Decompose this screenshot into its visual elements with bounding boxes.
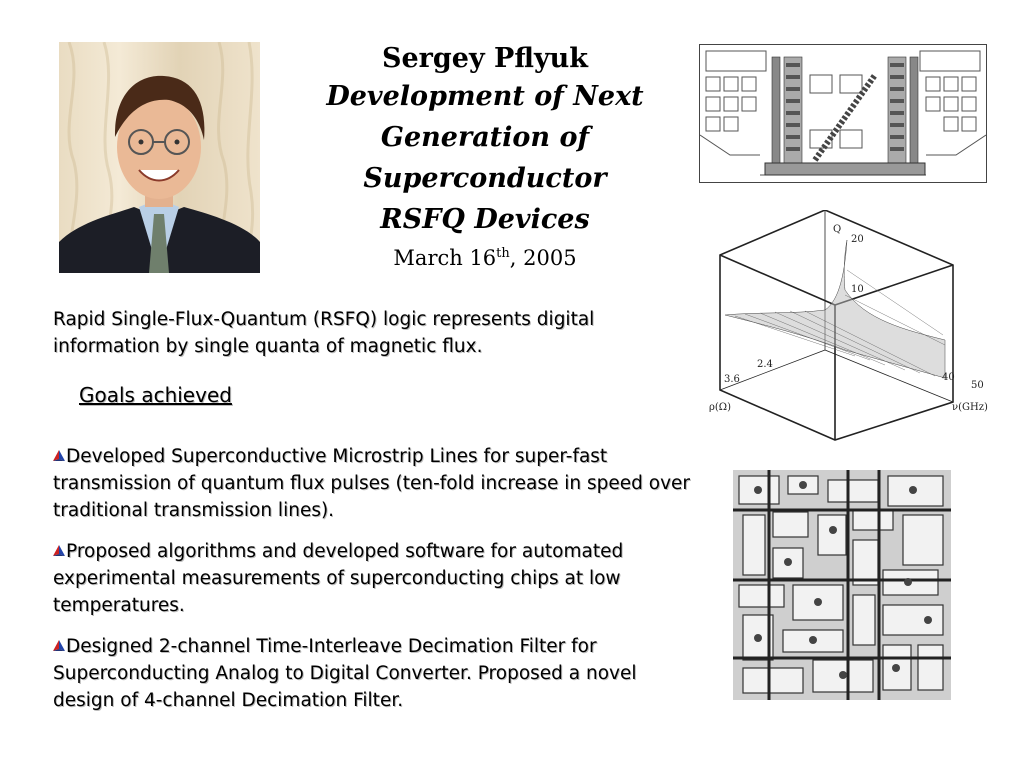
author-name: Sergey Pflyuk (381, 43, 588, 74)
bullet-text: Proposed algorithms and developed software for automated experimental measurements of superconducting chips at low temperatures. (53, 541, 624, 616)
date-suffix: , 2005 (509, 246, 577, 270)
title-line: Superconductor (363, 163, 607, 194)
rho-tick-label: 2.4 (757, 359, 773, 370)
title-block (300, 42, 670, 270)
nu-tick-label: 50 (971, 380, 984, 391)
q-axis-label: Q (833, 224, 842, 235)
goals-heading: Goals achieved (79, 383, 232, 407)
q-tick-label: 10 (851, 284, 864, 295)
date-superscript: th (496, 246, 510, 261)
title-line: Development of Next (326, 81, 644, 112)
chip-micrograph-image (733, 470, 951, 700)
3d-pyramid-bullet-icon (53, 633, 65, 645)
3d-pyramid-bullet-icon (53, 538, 65, 550)
presentation-date (300, 246, 670, 270)
rho-axis-label: ρ(Ω) (709, 402, 731, 413)
date-prefix: March 16 (393, 246, 497, 270)
portrait-photo (59, 42, 260, 273)
title-line: RSFQ Devices (380, 204, 590, 235)
bullet-item (53, 538, 698, 619)
rho-tick-label: 3.6 (724, 374, 740, 385)
bullet-text: Designed 2-channel Time-Interleave Decimation Filter for Superconducting Analog to Digital Converter. Proposed a novel design of 4-channel Decimation Filter. (53, 636, 637, 711)
intro-paragraph: Rapid Single-Flux-Quantum (RSFQ) logic represents digital information by single quanta of magnetic flux. (53, 309, 595, 357)
q-tick-label: 20 (851, 234, 864, 245)
circuit-layout-image (699, 44, 987, 183)
presentation-title (300, 76, 670, 240)
title-line: Generation of (380, 122, 590, 153)
nu-axis-label: ν(GHz) (952, 402, 988, 413)
bullet-item (53, 633, 698, 714)
bullet-item (53, 443, 698, 524)
q-factor-surface-plot (705, 210, 990, 445)
3d-pyramid-bullet-icon (53, 443, 65, 455)
bullet-text: Developed Superconductive Microstrip Lines for super-fast transmission of quantum flux pulses (ten-fold increase in speed over traditional transmission lines). (53, 446, 691, 521)
nu-tick-label: 40 (942, 372, 955, 383)
